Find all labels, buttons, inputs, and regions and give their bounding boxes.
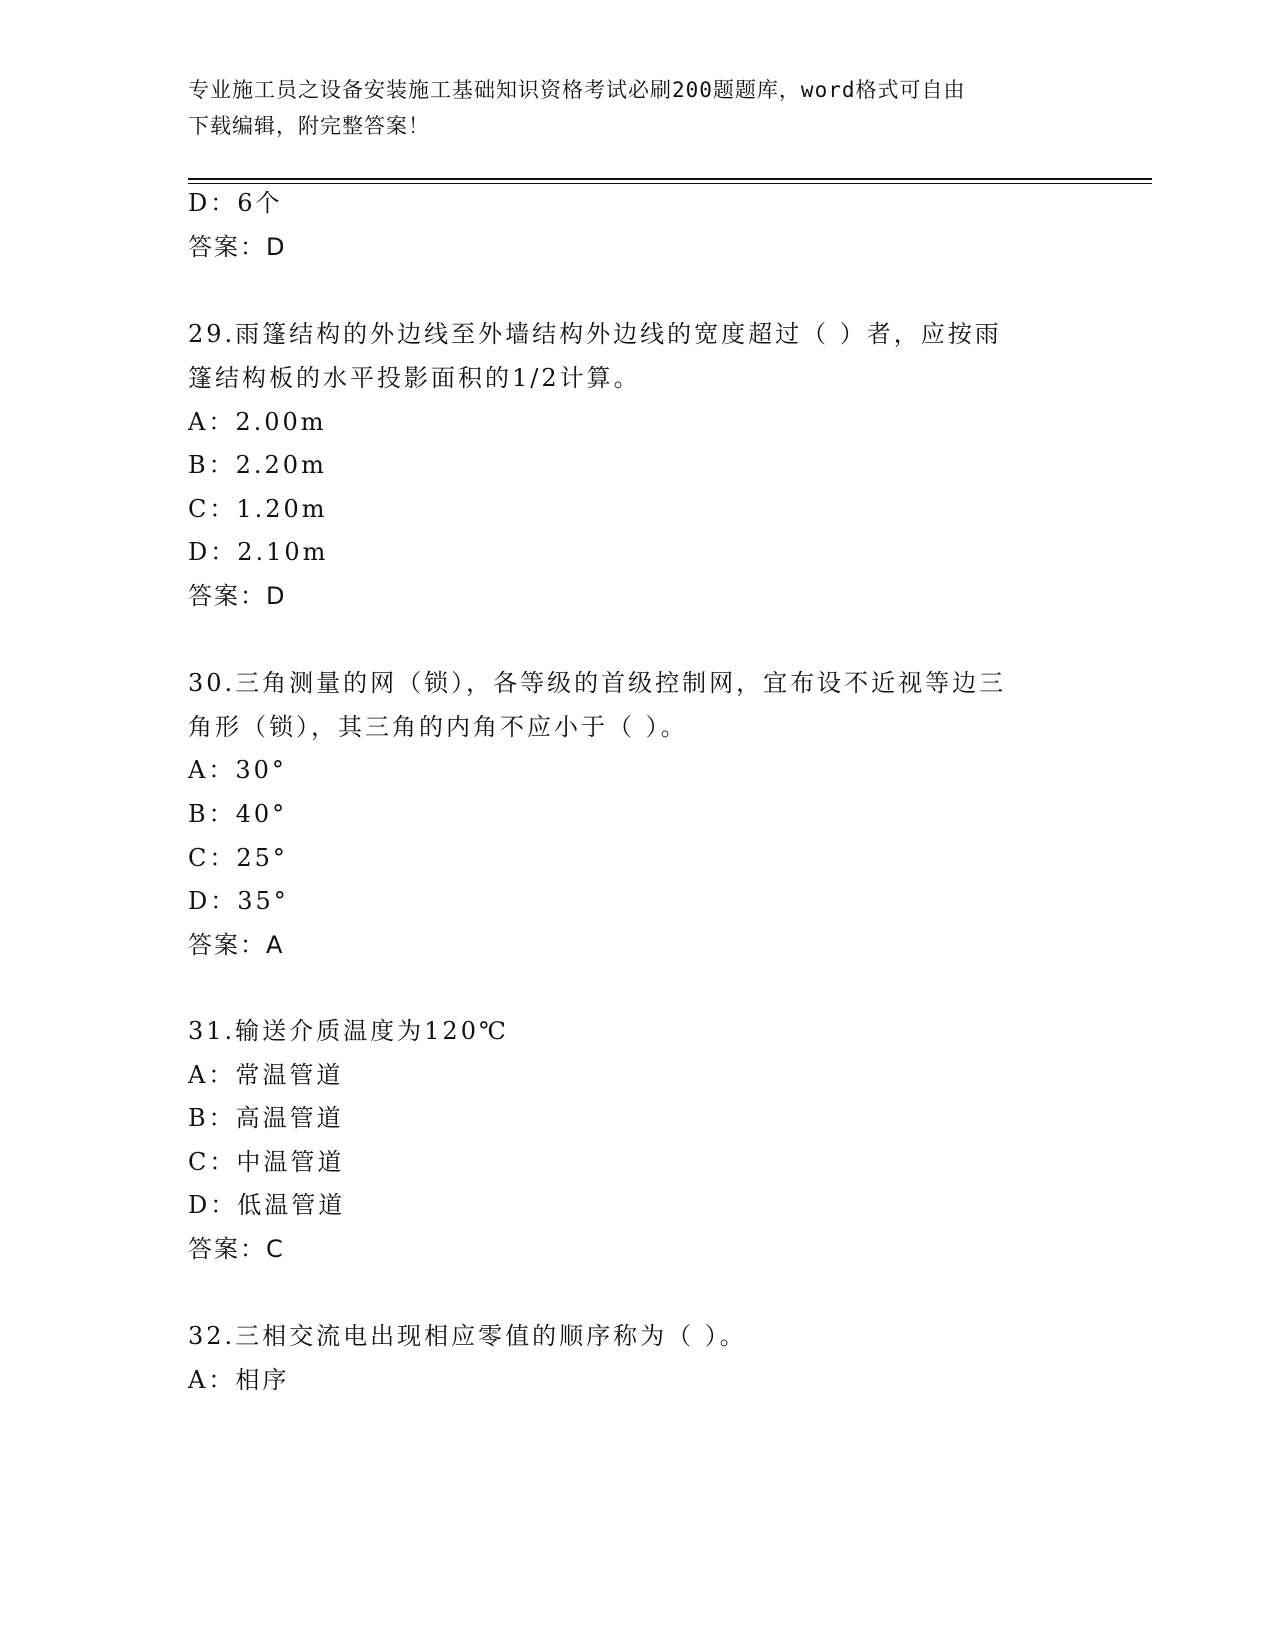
header-divider: [188, 178, 1152, 180]
q29-option-a: A：2.00m: [188, 408, 327, 436]
q30-option-d: D：35°: [188, 887, 289, 915]
q30-option-a: A：30°: [188, 756, 287, 784]
header-title-line-2: 下载编辑，附完整答案！: [188, 114, 430, 138]
q29-option-c: C：1.20m: [188, 495, 328, 523]
q31-option-d: D：低温管道: [188, 1191, 346, 1219]
q31-option-a: A：常温管道: [188, 1061, 344, 1089]
q29-option-d: D：2.10m: [188, 538, 329, 566]
q32-option-a: A：相序: [188, 1366, 290, 1394]
q29-stem-line-2: 篷结构板的水平投影面积的1/2计算。: [188, 364, 641, 392]
q30-option-c: C：25°: [188, 844, 288, 872]
q29-answer: 答案：D: [188, 582, 287, 610]
q30-stem-line-2: 角形（锁），其三角的内角不应小于（ ）。: [188, 713, 688, 741]
q28-answer: 答案：D: [188, 233, 287, 261]
q30-option-b: B：40°: [188, 800, 288, 828]
header-divider-thin: [188, 183, 1152, 184]
q32-stem-line-1: 32.三相交流电出现相应零值的顺序称为（ ）。: [188, 1322, 747, 1350]
q31-option-c: C：中温管道: [188, 1148, 345, 1176]
document-header: [188, 72, 1088, 144]
q29-option-b: B：2.20m: [188, 451, 327, 479]
q30-answer: 答案：A: [188, 931, 285, 959]
q28-option-d: D：6个: [188, 189, 283, 217]
q31-answer: 答案：C: [188, 1235, 285, 1263]
q31-option-b: B：高温管道: [188, 1104, 344, 1132]
q30-stem-line-1: 30.三角测量的网（锁），各等级的首级控制网，宜布设不近视等边三: [188, 669, 1007, 697]
q31-stem-line-1: 31.输送介质温度为120℃: [188, 1017, 509, 1045]
header-title-line-1: 专业施工员之设备安装施工基础知识资格考试必刷200题题库，word格式可自由: [188, 78, 966, 102]
q29-stem-line-1: 29.雨篷结构的外边线至外墙结构外边线的宽度超过（ ）者，应按雨: [188, 320, 1002, 348]
